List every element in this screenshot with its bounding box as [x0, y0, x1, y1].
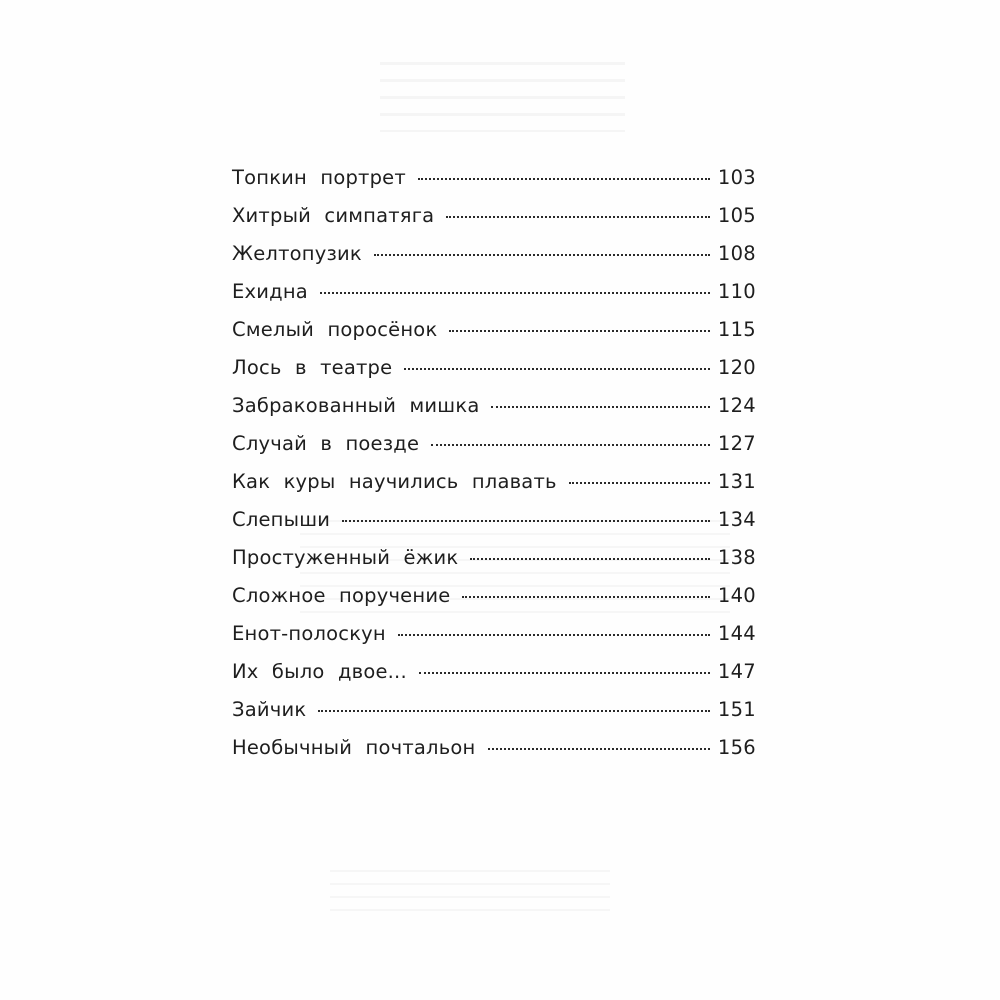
toc-entry-page: 105 — [717, 204, 756, 227]
toc-entry-page: 147 — [717, 660, 756, 683]
toc-entry-page: 110 — [717, 280, 756, 303]
toc-entry-page: 127 — [717, 432, 756, 455]
dot-leader — [491, 406, 709, 408]
dot-leader — [449, 330, 709, 332]
toc-entry-page: 151 — [717, 698, 756, 721]
bleed-through-block-top — [380, 62, 625, 132]
toc-entry — [232, 470, 756, 508]
toc-entry-title: Желтопузик — [232, 242, 362, 265]
toc-entry — [232, 432, 756, 470]
dot-leader — [419, 672, 710, 674]
toc-entry — [232, 242, 756, 280]
toc-entry-title: Сложное поручение — [232, 584, 451, 607]
toc-entry-title: Смелый поросёнок — [232, 318, 438, 341]
dot-leader — [446, 216, 710, 218]
dot-leader — [569, 482, 710, 484]
dot-leader — [320, 292, 710, 294]
toc-entry-title: Топкин портрет — [232, 166, 406, 189]
toc-entry-title: Слепыши — [232, 508, 331, 531]
toc-entry — [232, 698, 756, 736]
dot-leader — [418, 178, 710, 180]
dot-leader — [488, 748, 710, 750]
toc-entry-page: 134 — [717, 508, 756, 531]
toc-entry-page: 138 — [717, 546, 756, 569]
toc-entry-title: Лось в театре — [232, 356, 393, 379]
toc-entry-page: 156 — [717, 736, 756, 759]
toc-entry — [232, 546, 756, 584]
dot-leader — [374, 254, 710, 256]
toc-entry-title: Енот-полоскун — [232, 622, 386, 645]
toc-entry-title: Хитрый симпатяга — [232, 204, 435, 227]
dot-leader — [404, 368, 710, 370]
dot-leader — [398, 634, 710, 636]
table-of-contents — [232, 166, 756, 774]
toc-entry-page: 140 — [717, 584, 756, 607]
toc-entry-page: 131 — [717, 470, 756, 493]
toc-entry — [232, 660, 756, 698]
dot-leader — [318, 710, 710, 712]
toc-entry-title: Забракованный мишка — [232, 394, 480, 417]
toc-entry — [232, 318, 756, 356]
toc-entry-title: Как куры научились плавать — [232, 470, 557, 493]
toc-entry-page: 144 — [717, 622, 756, 645]
dot-leader — [431, 444, 710, 446]
toc-entry-page: 103 — [717, 166, 756, 189]
toc-entry — [232, 584, 756, 622]
bleed-through-block-bottom — [330, 870, 610, 915]
toc-entry-title: Случай в поезде — [232, 432, 420, 455]
toc-entry — [232, 204, 756, 242]
toc-entry-page: 108 — [717, 242, 756, 265]
toc-entry-title: Простуженный ёжик — [232, 546, 459, 569]
dot-leader — [470, 558, 710, 560]
toc-entry — [232, 736, 756, 774]
dot-leader — [462, 596, 709, 598]
toc-entry-title: Их было двое... — [232, 660, 407, 683]
dot-leader — [342, 520, 710, 522]
toc-entry — [232, 394, 756, 432]
toc-entry — [232, 356, 756, 394]
toc-entry-title: Зайчик — [232, 698, 307, 721]
toc-entry — [232, 166, 756, 204]
toc-entry — [232, 622, 756, 660]
toc-entry — [232, 508, 756, 546]
toc-entry — [232, 280, 756, 318]
toc-entry-page: 115 — [717, 318, 756, 341]
toc-entry-title: Ехидна — [232, 280, 308, 303]
toc-entry-page: 124 — [717, 394, 756, 417]
toc-entry-title: Необычный почтальон — [232, 736, 476, 759]
toc-entry-page: 120 — [717, 356, 756, 379]
